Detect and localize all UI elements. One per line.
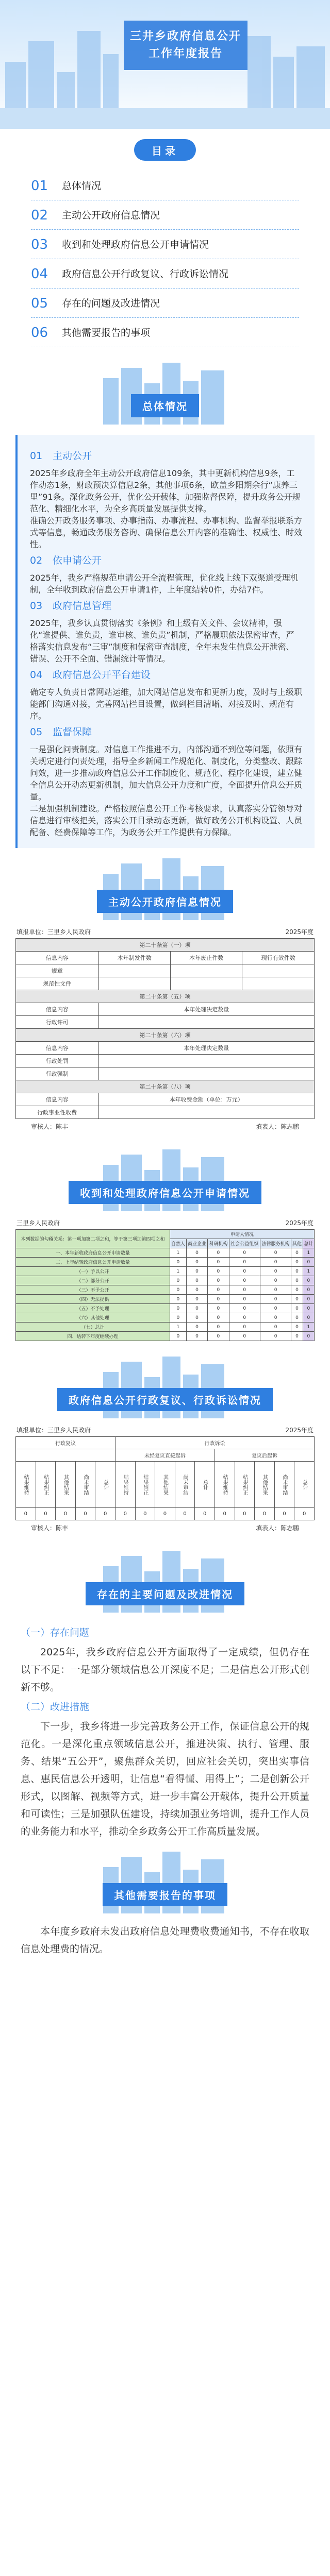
toc-text: 存在的问题及改进情况 <box>62 298 160 309</box>
table-section-title: 第二十条第（六）项 <box>16 1029 315 1042</box>
paragraph: 二是加强机制建设。严格按照信息公开工作考核要求，认真落实分管领导对信息进行审核把关，落实公开目录动态更新，做好政务公开机构设置、人员配备、经费保障等工作，为政务公开工作提供有力保障。 <box>30 804 303 837</box>
paragraph: 一是强化问责制度。对信息工作推进不力，内部沟通不到位等问题，依照有关规定进行问责处理，指导全乡新闻工作规范化、制度化，分类整改、跟踪问效，进一步推动政府信息公开工作制度化、规范化、程序化建设，建立健全信息公开动态更新机制，加大信息公开力度和广度，全面提升信息公开质量。 <box>30 744 303 802</box>
subheading-request: 02 依申请公开 <box>30 555 102 566</box>
table-section-title: 第二十条第（八）项 <box>16 1080 315 1093</box>
toc-item-5[interactable] <box>31 289 299 318</box>
table-of-contents <box>0 129 330 358</box>
toc-num: 04 <box>31 266 48 282</box>
toc-num: 05 <box>31 296 48 311</box>
requests-table: 三里乡人民政府 2025年度 本列数据的勾稽关系：第一项加第二项之和，等于第三项加第四项之和 申请人情况 自然人 商业企业 科研机构 社会公益组织 法律服务机构 其他 总计 一、本年新收政府信息公开申请数量 1 0 0 0 0 0 1 二、上年结转政府信息公开申请数量 0 0 0 0 0 0 0 （一）予以公开 1 0 0 0 0 0 1 （二）部分公开 0 0 0 0 0 0 0 （三）不予公开 0 0 0 0 0 0 0 （四）无法提供 0 0 0 0 0 0 0 （五）不予处理 0 0 0 0 0 0 0 （六）其他处理 0 0 0 0 0 0 0 （七）总计 1 0 0 0 0 0 1 四、结转下年度继续办理 0 0 0 0 0 0 0 <box>15 1216 315 1341</box>
toc-item-6[interactable] <box>31 318 299 347</box>
report-title-box <box>124 21 248 70</box>
report-title-line1: 三井乡政府信息公开 <box>129 30 241 43</box>
subheading-management: 03 政府信息管理 <box>30 600 112 612</box>
paragraph: 确定专人负责日常网站运维，加大网站信息发布和更新力度，及时与上级职能部门沟通对接，完善网站栏目设置，做到栏目清晰、对接及时、规范有序。 <box>30 687 303 721</box>
report-title-line2: 工作年度报告 <box>148 47 223 60</box>
table-section-title: 第二十条第（一）项 <box>16 939 315 952</box>
paragraph: 本年度乡政府未发出政府信息处理费收费通知书，不存在收取信息处理费的情况。 <box>21 1926 309 1955</box>
section-title: 主动公开政府信息情况 <box>97 890 233 913</box>
subheading-platform: 04 政府信息公开平台建设 <box>30 669 151 681</box>
filler: 填表人：陈志鹏 <box>255 1524 299 1532</box>
toc-item-3[interactable] <box>31 230 299 259</box>
subheading-proactive: 01 主动公开 <box>30 450 92 462</box>
toc-num: 06 <box>31 325 48 341</box>
table-year: 2025年度 <box>285 928 314 936</box>
table-year: 2025年度 <box>285 1427 314 1434</box>
section-banner-problems <box>0 1546 330 1613</box>
paragraph: 2025年，我乡严格规范申请公开全流程管理，优化线上线下双渠道受理机制，全年收到政府信息公开申请1件，上年度结转0件，办结7件。 <box>30 573 299 595</box>
toc-num: 01 <box>31 178 48 194</box>
report-header <box>0 0 330 129</box>
review-table: 填报单位：三里乡人民政府 2025年度 行政复议 行政诉讼 未经复议直接起诉 复议后起诉 结果维持 结果纠正 其他结果 尚未审结 总计 结果维持 结果纠正 其他结果 尚未审结 总计 结果维持 结果纠正 其他结果 尚未审结 总计 0 0 0 0 0 0 0 0 0 0 0 0 0 0 0 审核人：陈丰 填表人：陈志鹏 <box>16 1427 314 1532</box>
section-title: 其他需要报告的事项 <box>103 1883 227 1906</box>
section-banner-requests <box>0 1144 330 1211</box>
toc-text: 主动公开政府信息情况 <box>62 210 160 221</box>
section-banner-review <box>0 1351 330 1418</box>
toc-item-4[interactable] <box>31 259 299 289</box>
section-title: 总体情况 <box>131 394 199 417</box>
table-section-title: 第二十条第（五）项 <box>16 990 315 1003</box>
toc-text: 其他需要报告的事项 <box>62 327 151 338</box>
toc-text: 总体情况 <box>62 180 102 192</box>
problems-content <box>0 1613 330 1846</box>
table-year: 2025年度 <box>285 1219 314 1227</box>
subheading-measures: （二）改进措施 <box>21 1701 90 1713</box>
toc-item-1[interactable] <box>31 171 299 200</box>
section-banner-overview <box>0 358 330 425</box>
section-title: 存在的主要问题及改进情况 <box>86 1582 244 1605</box>
other-content <box>0 1913 330 1964</box>
reviewer: 审核人：陈丰 <box>31 1524 69 1532</box>
table-unit: 三里乡人民政府 <box>16 1219 60 1227</box>
paragraph: 下一步，我乡将进一步完善政务公开工作，保证信息公开的规范化。一是深化重点领域信息公开，推进决策、执行、管理、服务、结果“五公开”，聚焦群众关切，回应社会关切，突出实事信息、惠民信息公开透明，让信息“看得懂、用得上”；二是创新公开形式，以图解、视频等方式，进一步丰富公开载体，提升公开质量和可读性；三是加强队伍建设，持续加强业务培训，提升工作人员的业务能力和水平，推动全乡政务公开工作高质量发展。 <box>21 1721 309 1837</box>
toc-num: 03 <box>31 237 48 252</box>
section-title: 政府信息公开行政复议、行政诉讼情况 <box>57 1388 273 1411</box>
subheading-problems: （一）存在问题 <box>21 1627 90 1638</box>
table-unit: 填报单位：三里乡人民政府 <box>16 928 91 936</box>
section-banner-proactive <box>0 853 330 920</box>
paragraph: 2025年乡政府全年主动公开政府信息109条，其中更新机构信息9条，工作动态1条，财政预决算信息2条，其他事项6条，欧盖乡阳期余行“康养三里”91条。深化政务公开，优化公开载体，加强监督保障，提升政务公开规范化、精细化水平，为全乡高质量发展提供支撑。 <box>30 468 301 514</box>
table-unit: 填报单位：三里乡人民政府 <box>16 1427 91 1434</box>
reviewer: 审核人：陈丰 <box>31 1123 69 1130</box>
proactive-table: 填报单位：三里乡人民政府 2025年度 第二十条第（一）项 信息内容 本年制发件数 本年废止件数 现行有效件数 规章 规范性文件 第二十条第（五）项 信息内容 本年处理决定数量 行政许可 第二十条第（六）项 信息内容 本年处理决定数量 行政处罚 行政强制 第二十条第（八）项 信息内容 本年收费金额（单位：万元） 行政事业性收费 审核人：陈丰 填表人：陈志鹏 <box>16 928 314 1130</box>
section-title: 收到和处理政府信息公开申请情况 <box>69 1181 261 1204</box>
paragraph: 准确公开政务服务事项、办事指南、办事流程、办事机构、监督举报联系方式等信息，畅通政务服务咨询、确保信息公开内容的准确性、权威性、时效性。 <box>30 516 303 549</box>
toc-text: 收到和处理政府信息公开申请情况 <box>62 239 209 250</box>
toc-num: 02 <box>31 208 48 223</box>
toc-item-2[interactable] <box>31 200 299 230</box>
paragraph: 2025年，我乡认真贯彻落实《条例》和上级有关文件、会议精神，强化“谁提供、谁负责，谁审核、谁负责”机制，严格履职依法保密审查，严格落实信息发布“三审”制度和保密审查制度，全年未发生信息公开泄密、错误、公开不全面、错漏统计等情况。 <box>30 618 294 664</box>
paragraph: 2025年，我乡政府信息公开方面取得了一定成绩，但仍存在以下不足：一是部分领域信息公开深度不足；二是信息公开形式创新不够。 <box>21 1647 309 1693</box>
section-banner-other <box>0 1846 330 1913</box>
overview-box <box>15 435 315 848</box>
filler: 填表人：陈志鹏 <box>255 1123 299 1130</box>
toc-text: 政府信息公开行政复议、行政诉讼情况 <box>62 268 229 280</box>
toc-badge: 目录 <box>134 139 196 161</box>
subheading-supervision: 05 监督保障 <box>30 726 92 738</box>
